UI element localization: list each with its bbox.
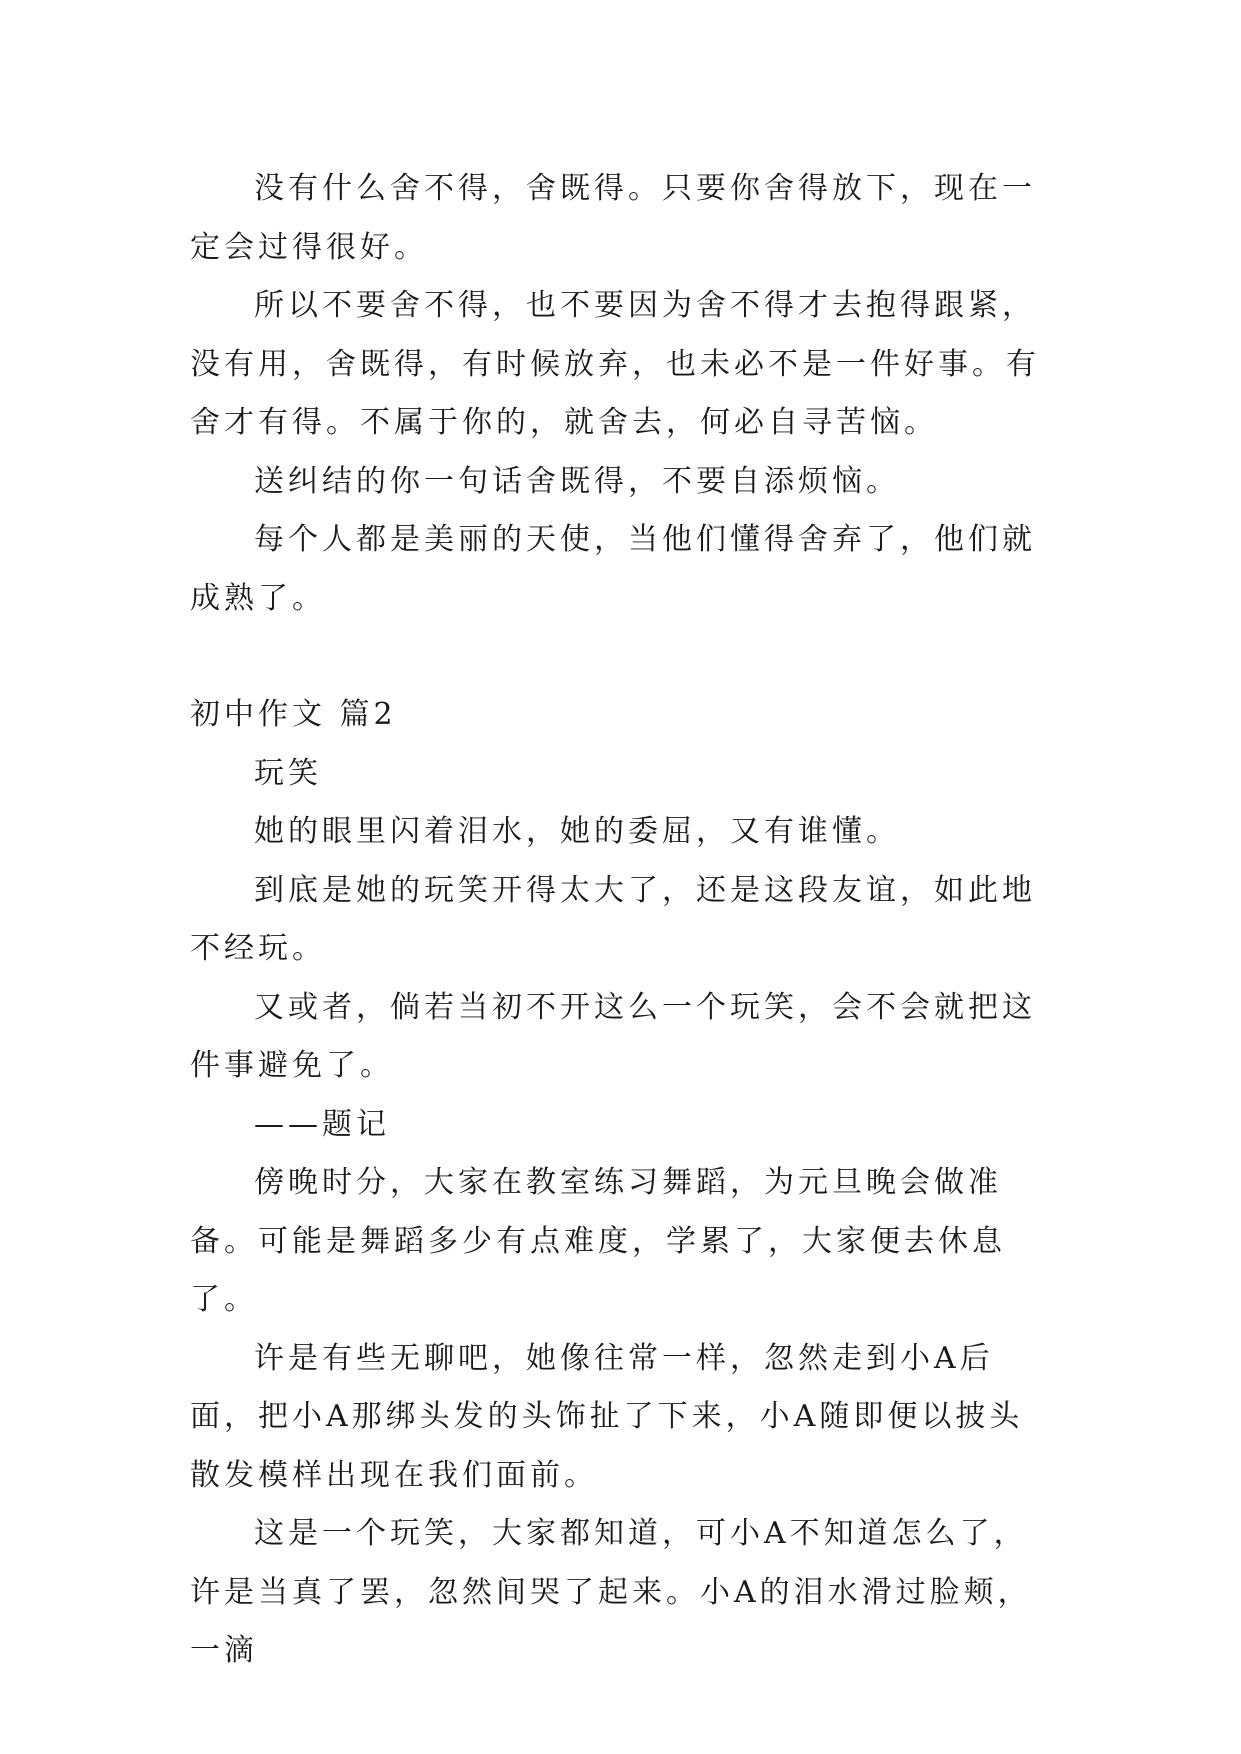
paragraph: 她的眼里闪着泪水，她的委屈，又有谁懂。: [254, 814, 900, 849]
epigraph-attribution: ——题记: [254, 1106, 390, 1142]
section-spacer: [190, 628, 1050, 686]
paragraph: 又或者，倘若当初不开这么一个玩笑，会不会就把这件事避免了。: [190, 989, 1036, 1083]
paragraph: 所以不要舍不得，也不要因为舍不得才去抱得跟紧，没有用，舍既得，有时候放弃，也未必不是一件好事。有舍才有得。不属于你的，就舍去，何必自寻苦恼。: [190, 288, 1040, 440]
paragraph: 送纠结的你一句话舍既得，不要自添烦恼。: [254, 463, 900, 499]
paragraph: 到底是她的玩笑开得太大了，还是这段友谊，如此地不经玩。: [190, 872, 1036, 966]
paragraph: 傍晚时分，大家在教室练习舞蹈，为元旦晚会做准备。可能是舞蹈多少有点难度，学累了，大家便去休息了。: [190, 1165, 1006, 1317]
essay-title: 玩笑: [254, 755, 322, 791]
paragraph: 许是有些无聊吧，她像往常一样，忽然走到小A后面，把小A那绑头发的头饰扯了下来，小A随即便以披头散发模样出现在我们面前。: [190, 1340, 1024, 1493]
document-body: [190, 160, 1050, 1681]
paragraph: 这是一个玩笑，大家都知道，可小A不知道怎么了，许是当真了罢，忽然间哭了起来。小A的泪水滑过脸颊，一滴: [190, 1516, 1032, 1668]
paragraph: 没有什么舍不得，舍既得。只要你舍得放下，现在一定会过得很好。: [190, 171, 1036, 265]
paragraph: 每个人都是美丽的天使，当他们懂得舍弃了，他们就成熟了。: [190, 522, 1036, 616]
section-heading: 初中作文 篇2: [190, 697, 397, 732]
